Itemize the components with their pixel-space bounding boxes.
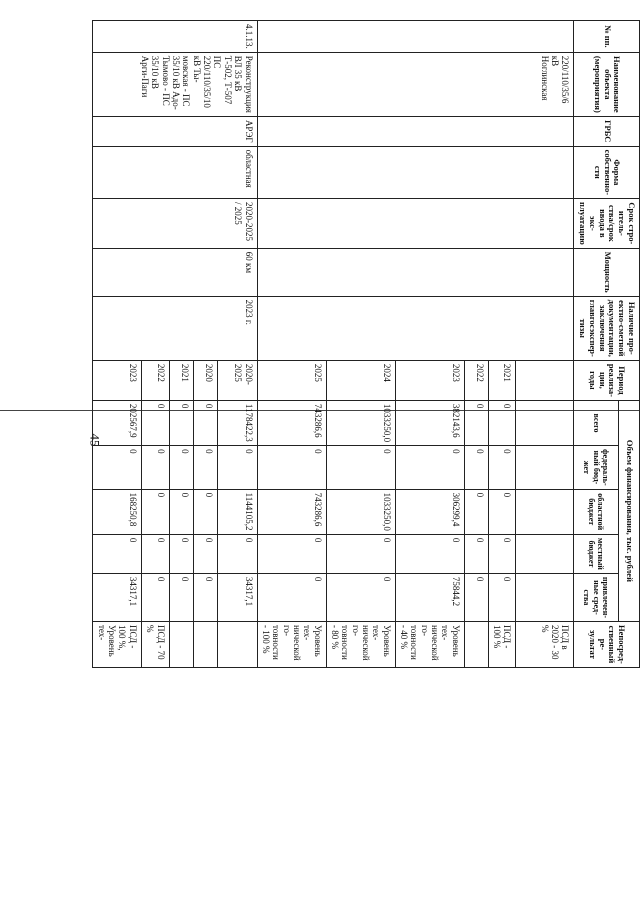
cell-result: Уровень тех-нической го-товности - 80 %: [326, 621, 395, 667]
page-number: 45: [87, 433, 103, 447]
cell-grbs: АРЭГ: [93, 116, 257, 146]
header-grbs: ГРБС: [574, 116, 640, 146]
cell-local: 0: [488, 534, 516, 573]
table-row: [516, 21, 574, 668]
header-period: Период реализа-ции, годы: [574, 360, 640, 400]
cell-ownership: [257, 146, 574, 198]
cell-result: ПСД - 70 %: [141, 621, 169, 667]
cell-total: 202567,9: [93, 400, 141, 445]
cell-period: 2022: [141, 360, 169, 400]
cell-local: 0: [464, 534, 488, 573]
cell-period-build: [257, 199, 574, 249]
cell-psd: 2023 г.: [93, 296, 257, 360]
cell-ownership: областная: [93, 146, 257, 198]
cell-total: 0: [141, 400, 169, 445]
header-psd: Наличие про-ектно-сметной документации, заключения главгосэкспер-тизы: [574, 296, 640, 360]
header-attracted: привлечен-ные сред-ства: [574, 573, 618, 621]
cell-local: 0: [217, 534, 257, 573]
cell-federal: 0: [464, 446, 488, 489]
header-local: местный бюджет: [574, 534, 618, 573]
cell-federal: 0: [326, 446, 395, 489]
cell-capacity: 60 км: [93, 248, 257, 296]
cell-regional: [516, 489, 574, 534]
header-capacity: Мощность: [574, 248, 640, 296]
cell-period: 2022: [464, 360, 488, 400]
cell-total: 382143,6: [395, 400, 464, 445]
cell-local: 0: [141, 534, 169, 573]
cell-num: [257, 21, 574, 53]
header-financing-group: Объем финансирования, тыс. рублей: [618, 400, 639, 621]
cell-total: 0: [488, 400, 516, 445]
cell-attracted: [516, 573, 574, 621]
cell-result: Уровень тех-нической го-товности - 40 %: [395, 621, 464, 667]
header-federal: федераль-ный бюд-жет: [574, 446, 618, 489]
cell-result: [464, 621, 488, 667]
cell-attracted: 0: [326, 573, 395, 621]
cell-federal: 0: [257, 446, 326, 489]
cell-period: 2023: [395, 360, 464, 400]
cell-period: 2020: [193, 360, 217, 400]
cell-attracted: 34317,1: [217, 573, 257, 621]
cell-attracted: 0: [257, 573, 326, 621]
cell-federal: [516, 446, 574, 489]
cell-federal: 0: [93, 446, 141, 489]
cell-total: 1033250,0: [326, 400, 395, 445]
header-period-build: Срок стро-итель-ства/срок ввода в экс-плуатацию: [574, 199, 640, 249]
cell-regional: 0: [141, 489, 169, 534]
cell-federal: 0: [169, 446, 193, 489]
financing-table: [92, 20, 640, 668]
cell-local: 0: [257, 534, 326, 573]
cell-capacity: [257, 248, 574, 296]
cell-name: Реконструкция ВЛ 35 кВ Т-502, Т-507 ПС 220/110/35/10 кВ Ты-мовская - ПС 35/10 кВ Адо-Тымово - ПС 35/10 кВ Арги-Паги: [93, 52, 257, 116]
cell-regional: 168250,8: [93, 489, 141, 534]
cell-attracted: 34317,1: [93, 573, 141, 621]
header-row-1: [618, 21, 639, 668]
cell-regional: 0: [193, 489, 217, 534]
header-regional: областной бюджет: [574, 489, 618, 534]
cell-period: 2021: [169, 360, 193, 400]
cell-grbs: [257, 116, 574, 146]
cell-total: 743286,6: [257, 400, 326, 445]
cell-federal: 0: [141, 446, 169, 489]
cell-regional: 1033250,0: [326, 489, 395, 534]
cell-regional: 0: [488, 489, 516, 534]
cell-federal: 0: [193, 446, 217, 489]
cell-attracted: 0: [169, 573, 193, 621]
cell-result: ПСД в 2020 - 30 %: [516, 621, 574, 667]
cell-regional: 0: [169, 489, 193, 534]
cell-period: 2020-2025: [217, 360, 257, 400]
cell-local: 0: [326, 534, 395, 573]
cell-federal: 0: [395, 446, 464, 489]
cell-period-build: 2020-2025 / 2025: [93, 199, 257, 249]
cell-period: 2023: [93, 360, 141, 400]
header-name: Наименование объекта (мероприятия): [574, 52, 640, 116]
cell-federal: 0: [488, 446, 516, 489]
cell-name: 220/110/35/6 кВ Ноглинская: [257, 52, 574, 116]
cell-period: [516, 360, 574, 400]
header-num: № пп.: [574, 21, 640, 53]
cell-result: ПСД - 100 %: [488, 621, 516, 667]
cell-period: 2021: [488, 360, 516, 400]
cell-psd: [257, 296, 574, 360]
header-total: всего: [574, 400, 618, 445]
cell-total: 0: [169, 400, 193, 445]
cell-attracted: 0: [488, 573, 516, 621]
header-ownership: Форма собственно-сти: [574, 146, 640, 198]
rotated-page: [96, 20, 640, 880]
cell-local: 0: [395, 534, 464, 573]
cell-regional: 743286,6: [257, 489, 326, 534]
cell-result: ПСД - 100 %, Уровень тех-: [93, 621, 141, 667]
cell-total: 0: [464, 400, 488, 445]
cell-result: [193, 621, 217, 667]
cell-result: Уровень тех-нической го-товности - 100 %: [257, 621, 326, 667]
cell-result: [217, 621, 257, 667]
cell-regional: 0: [464, 489, 488, 534]
cell-attracted: 0: [193, 573, 217, 621]
header-result: Непосред-ственный ре-зультат: [574, 621, 640, 667]
rotated-table-container: [92, 20, 640, 668]
cell-period: 2025: [257, 360, 326, 400]
cell-regional: 306299,4: [395, 489, 464, 534]
cell-attracted: 0: [464, 573, 488, 621]
table-row: [217, 21, 257, 668]
cell-local: 0: [169, 534, 193, 573]
cell-num: 4.1.13.: [93, 21, 257, 53]
cell-total: 1178422,3: [217, 400, 257, 445]
cell-local: 0: [93, 534, 141, 573]
cell-total: [516, 400, 574, 445]
cell-attracted: 0: [141, 573, 169, 621]
cell-result: [169, 621, 193, 667]
cell-period: 2024: [326, 360, 395, 400]
table-body: [93, 21, 574, 668]
cell-local: 0: [193, 534, 217, 573]
cell-attracted: 75844,2: [395, 573, 464, 621]
cell-total: 0: [193, 400, 217, 445]
cell-federal: 0: [217, 446, 257, 489]
cell-local: [516, 534, 574, 573]
cell-regional: 1144105,2: [217, 489, 257, 534]
